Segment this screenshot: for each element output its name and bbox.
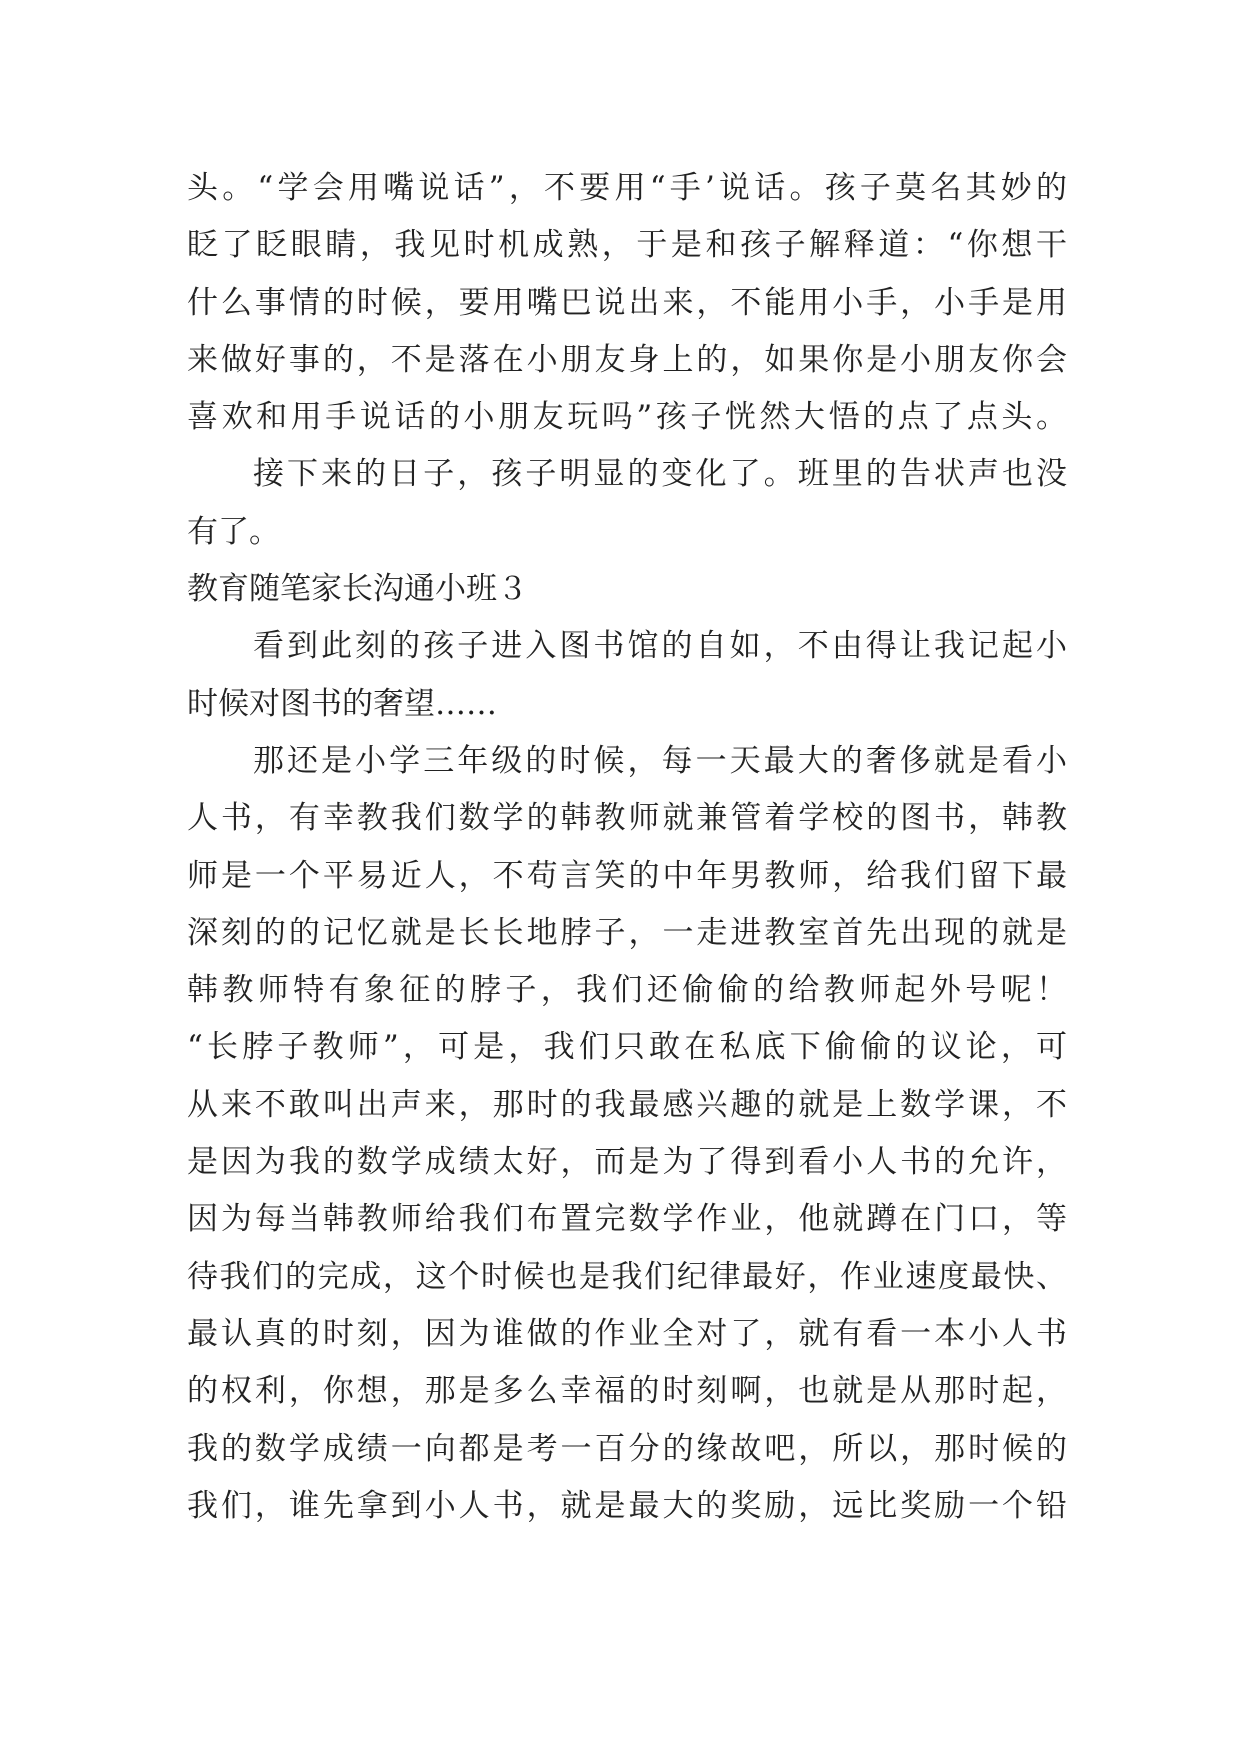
text-line: 那还是小学三年级的时候，每一天最大的奢侈就是看小 bbox=[253, 742, 1067, 779]
text-line: 人书，有幸教我们数学的韩教师就兼管着学校的图书，韩教 bbox=[187, 800, 1067, 837]
text-line: 的权利，你想，那是多么幸福的时刻啊，也就是从那时起， bbox=[187, 1373, 1067, 1410]
text-line: “长脖子教师”，可是，我们只敢在私底下偷偷的议论，可 bbox=[187, 1029, 1067, 1066]
text-line: 最认真的时刻，因为谁做的作业全对了，就有看一本小人书 bbox=[187, 1315, 1067, 1352]
paragraph bbox=[187, 733, 1067, 1535]
text-line: 深刻的的记忆就是长长地脖子，一走进教室首先出现的就是 bbox=[187, 914, 1067, 951]
text-line: 我们，谁先拿到小人书，就是最大的奖励，远比奖励一个铅 bbox=[187, 1487, 1067, 1524]
text-line: 接下来的日子，孩子明显的变化了。班里的告状声也没 bbox=[253, 456, 1067, 493]
text-line: 来做好事的，不是落在小朋友身上的，如果你是小朋友你会 bbox=[187, 341, 1067, 378]
text-line: 眨了眨眼睛，我见时机成熟，于是和孩子解释道：“你想干 bbox=[187, 227, 1067, 264]
section-heading: 教育随笔家长沟通小班３ bbox=[187, 571, 528, 608]
text-line: 韩教师特有象征的脖子，我们还偷偷的给教师起外号呢！ bbox=[187, 972, 1067, 1009]
text-line: 我的数学成绩一向都是考一百分的缘故吧，所以，那时候的 bbox=[187, 1430, 1067, 1467]
text-line: 师是一个平易近人，不苟言笑的中年男教师，给我们留下最 bbox=[187, 857, 1067, 894]
text-line: 是因为我的数学成绩太好，而是为了得到看小人书的允许， bbox=[187, 1144, 1067, 1181]
text-line: 从来不敢叫出声来，那时的我最感兴趣的就是上数学课，不 bbox=[187, 1086, 1067, 1123]
text-line: 头。“学会用嘴说话”，不要用“手’说话。孩子莫名其妙的 bbox=[187, 170, 1067, 206]
paragraph bbox=[187, 160, 1067, 446]
text-line: 喜欢和用手说话的小朋友玩吗”孩子恍然大悟的点了点头。 bbox=[187, 399, 1067, 436]
document-body bbox=[187, 160, 1067, 1535]
text-line: 什么事情的时候，要用嘴巴说出来，不能用小手，小手是用 bbox=[187, 284, 1067, 321]
text-line: 看到此刻的孩子进入图书馆的自如，不由得让我记起小 bbox=[253, 628, 1067, 665]
text-line: 因为每当韩教师给我们布置完数学作业，他就蹲在门口，等 bbox=[187, 1201, 1067, 1238]
text-line: 有了。 bbox=[187, 513, 280, 550]
paragraph bbox=[187, 618, 1067, 733]
paragraph bbox=[187, 446, 1067, 561]
text-line: 待我们的完成，这个时候也是我们纪律最好，作业速度最快、 bbox=[187, 1258, 1067, 1295]
text-line: 时候对图书的奢望…… bbox=[187, 685, 497, 722]
